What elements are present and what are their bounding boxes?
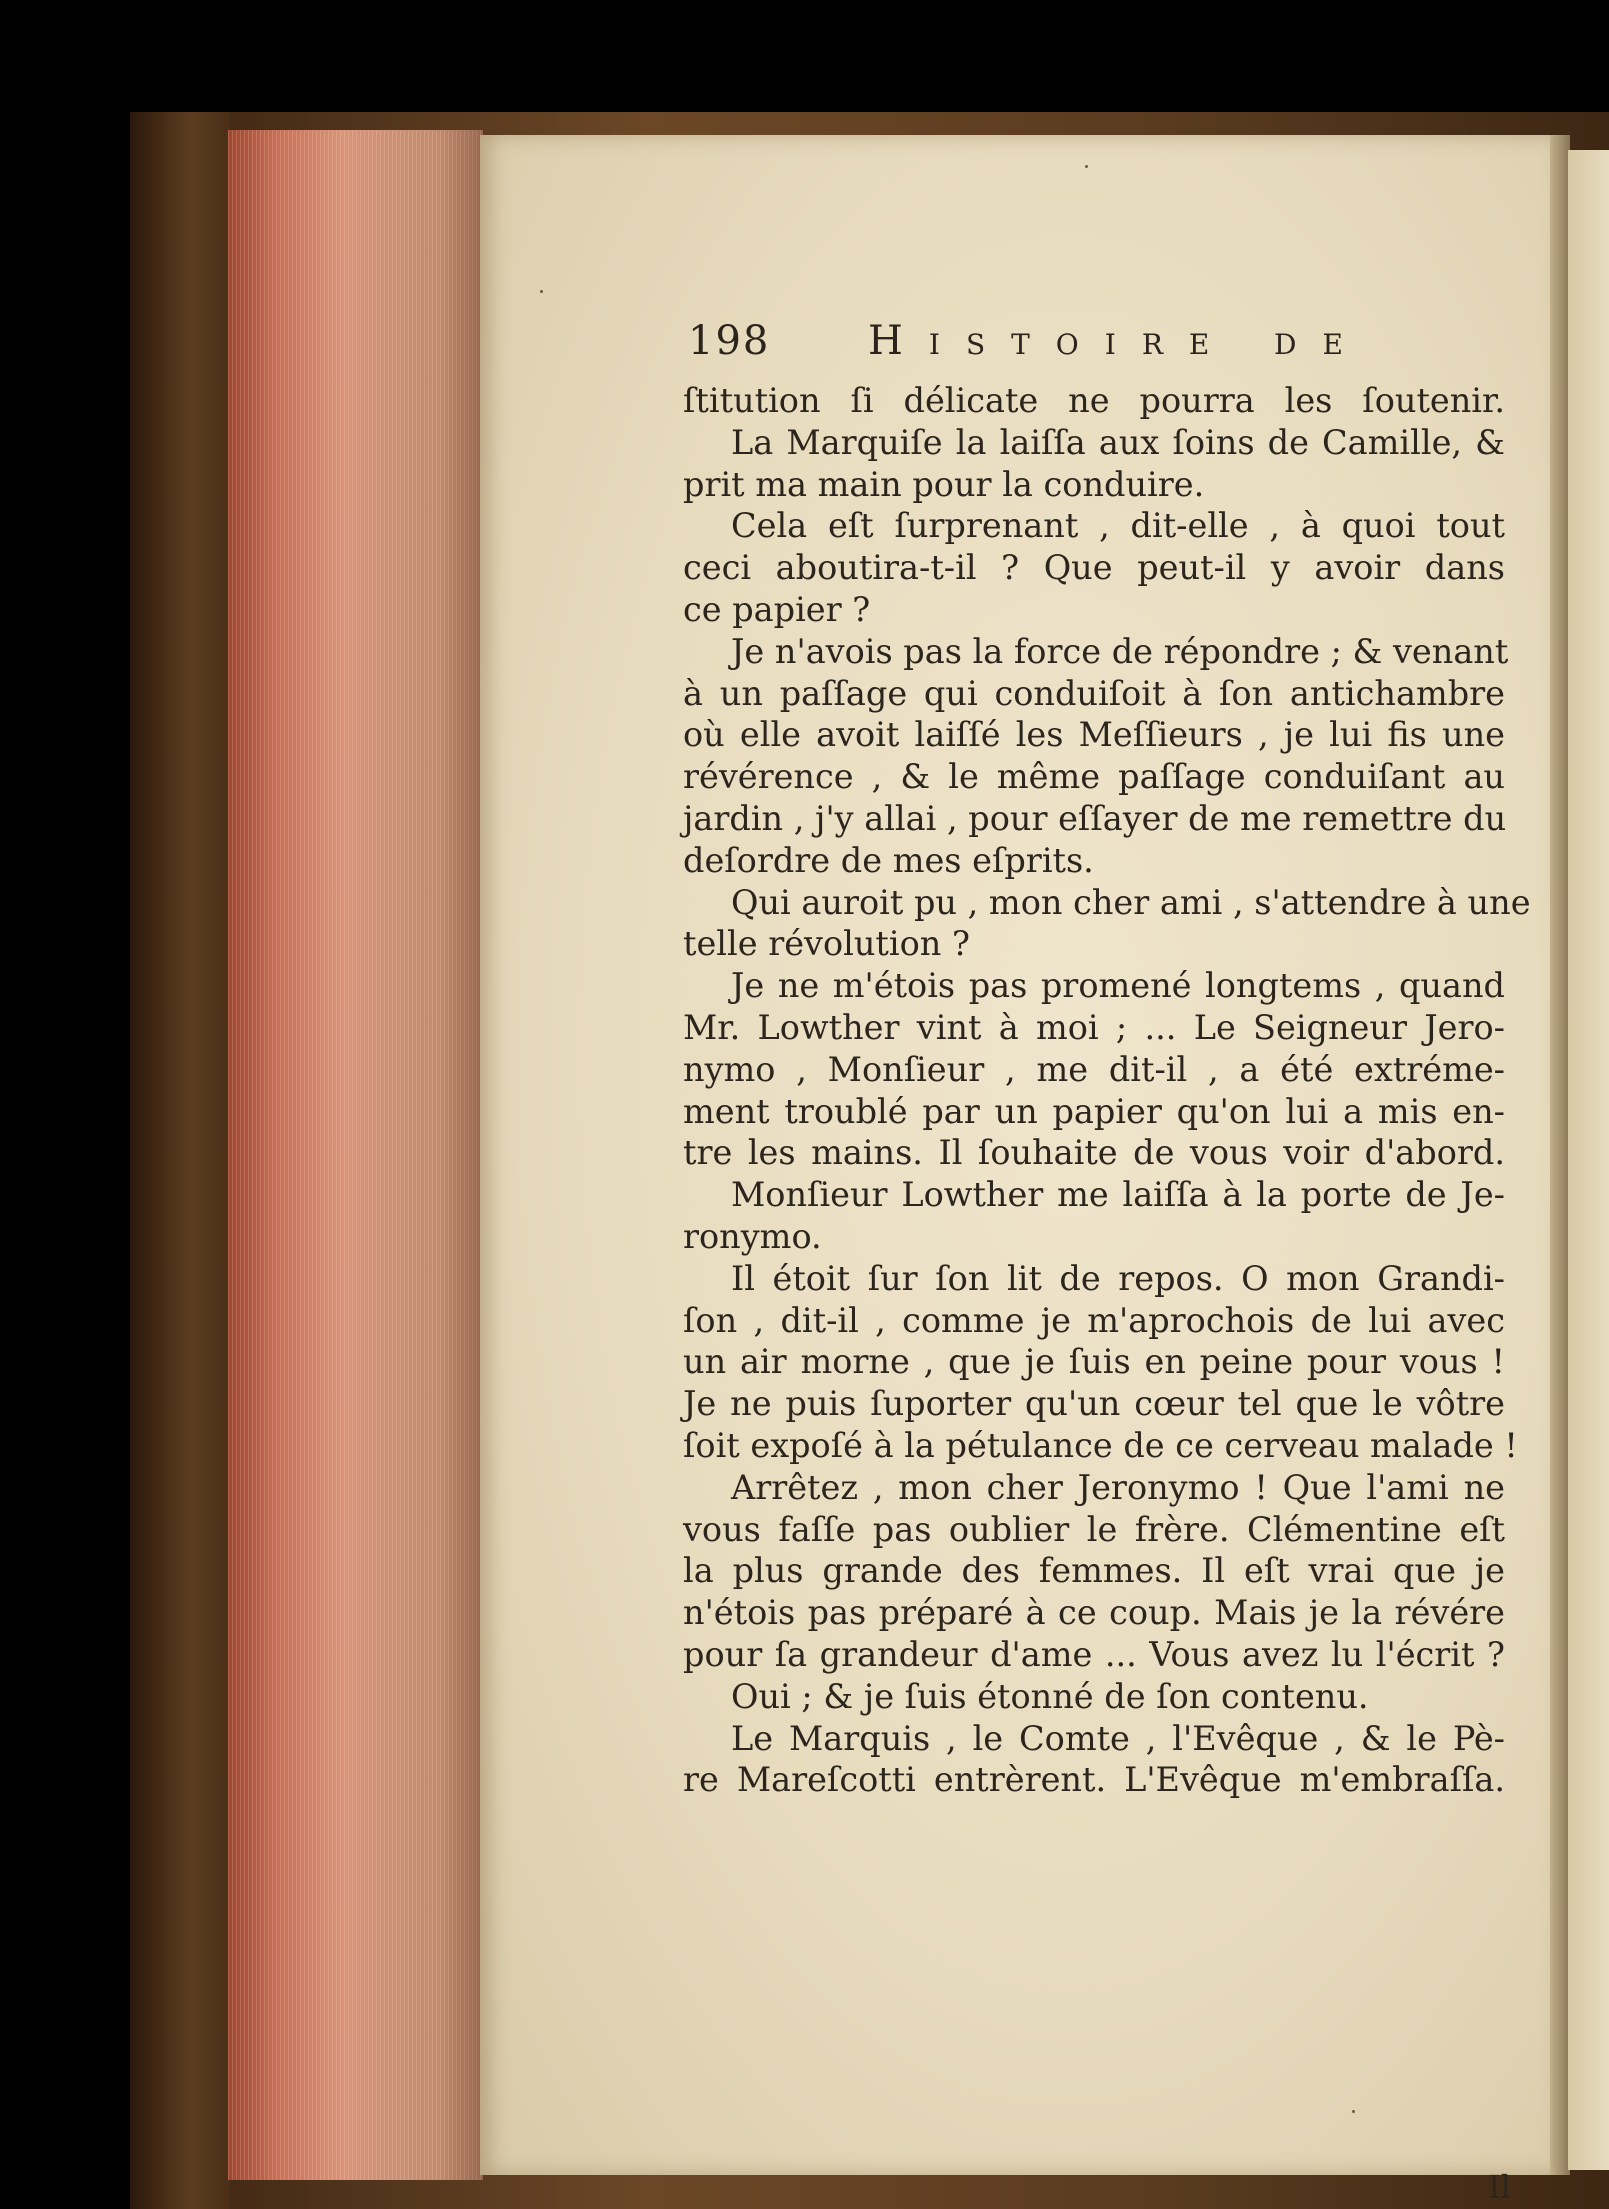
text-line: ce papier ? bbox=[683, 589, 871, 629]
text-line: Le Marquis , le Comte , l'Evêque , & le Pè- bbox=[731, 1718, 1505, 1758]
text-line: ſtitution ſi délicate ne pourra les ſoutenir. bbox=[683, 381, 1505, 420]
text-line: Je n'avois pas la force de répondre ; & venant bbox=[731, 631, 1509, 671]
text-line: Monſieur Lowther me laiſſa à la porte de Je- bbox=[731, 1175, 1505, 1215]
book-spine bbox=[130, 112, 230, 2209]
text-line: où elle avoit laiſſé les Meſſieurs , je lui fis une bbox=[683, 715, 1505, 755]
text-line: Oui ; & je ſuis étonné de ſon contenu. bbox=[731, 1676, 1369, 1716]
paper-speck bbox=[540, 290, 543, 293]
catchword: Il bbox=[1488, 2168, 1511, 2206]
text-line: ſon , dit-il , comme je m'aprochois de lui avec bbox=[683, 1300, 1505, 1340]
page-edges-shade bbox=[440, 130, 485, 2180]
text-line: Je ne m'étois pas promené longtems , quand bbox=[731, 966, 1505, 1006]
text-line: révérence , & le même paſſage conduiſant au bbox=[683, 757, 1505, 797]
text-line: ronymo. bbox=[683, 1216, 822, 1256]
text-line: tre les mains. Il ſouhaite de vous voir d'abord. bbox=[683, 1133, 1505, 1173]
paper-speck bbox=[1352, 2110, 1355, 2113]
text-line: re Mareſcotti entrèrent. L'Evêque m'embraſſa. bbox=[683, 1760, 1505, 1800]
facing-page-edge bbox=[1568, 150, 1609, 2170]
text-line: un air morne , que je ſuis en peine pour vous ! bbox=[683, 1342, 1505, 1382]
text-line: à un paſſage qui conduiſoit à ſon antichambre bbox=[683, 673, 1505, 713]
text-line: la plus grande des femmes. Il eſt vrai que je bbox=[683, 1551, 1505, 1591]
text-line: n'étois pas préparé à ce coup. Mais je la révére bbox=[683, 1593, 1505, 1633]
text-line: ſoit expoſé à la pétulance de ce cerveau malade ! bbox=[683, 1425, 1518, 1465]
page-gutter bbox=[1550, 135, 1570, 2175]
body-text bbox=[683, 380, 1531, 1801]
text-line: La Marquiſe la laiſſa aux ſoins de Camille, & bbox=[731, 422, 1505, 462]
running-head: Histoire de bbox=[868, 318, 1369, 364]
paper-speck bbox=[1085, 165, 1088, 168]
text-line: Arrêtez , mon cher Jeronymo ! Que l'ami ne bbox=[731, 1467, 1505, 1507]
text-line: deſordre de mes eſprits. bbox=[683, 840, 1094, 880]
text-line: nymo , Monſieur , me dit-il , a été extréme- bbox=[683, 1049, 1505, 1089]
text-line: telle révolution ? bbox=[683, 924, 970, 964]
text-line: jardin , j'y allai , pour eſſayer de me remettre du bbox=[683, 798, 1507, 838]
text-line: vous faſſe pas oublier le frère. Clémentine eſt bbox=[683, 1509, 1505, 1549]
page-header bbox=[688, 318, 1508, 370]
text-line: prit ma main pour la conduire. bbox=[683, 464, 1205, 504]
text-line: Je ne puis ſuporter qu'un cœur tel que le vôtre bbox=[683, 1384, 1505, 1424]
text-line: ceci aboutira-t-il ? Que peut-il y avoir dans bbox=[683, 548, 1505, 588]
text-line: Cela eſt ſurprenant , dit-elle , à quoi tout bbox=[731, 506, 1505, 546]
text-line: Il étoit ſur ſon lit de repos. O mon Grandi- bbox=[731, 1258, 1505, 1298]
text-line: pour ſa grandeur d'ame ... Vous avez lu l'écrit ? bbox=[683, 1634, 1505, 1674]
text-line: Qui auroit pu , mon cher ami , s'attendre à une bbox=[731, 882, 1531, 922]
text-line: ment troublé par un papier qu'on lui a mis en- bbox=[683, 1091, 1505, 1131]
page-number: 198 bbox=[688, 318, 771, 364]
text-line: Mr. Lowther vint à moi ; ... Le Seigneur Jero- bbox=[683, 1007, 1505, 1047]
